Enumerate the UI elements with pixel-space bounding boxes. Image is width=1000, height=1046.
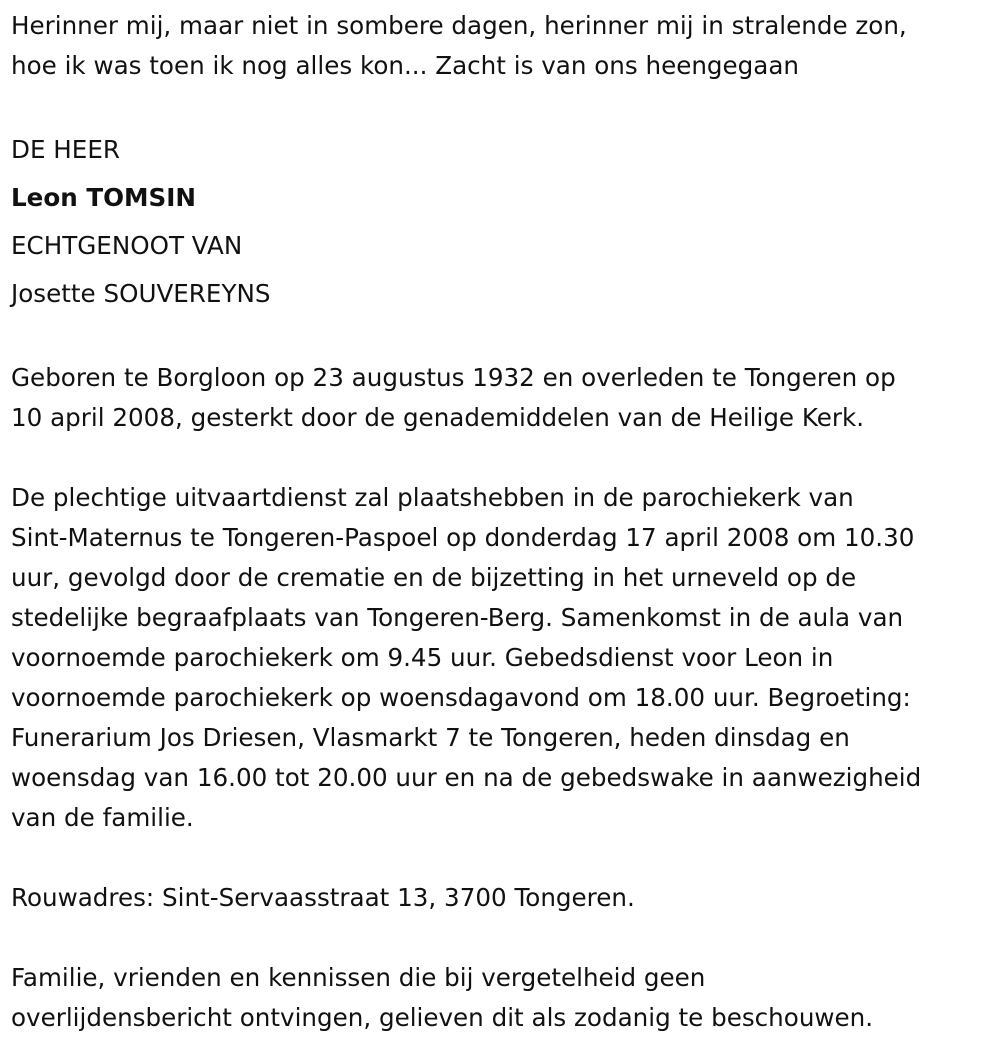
spouse-name: Josette SOUVEREYNS [11,279,271,308]
intro-line: Herinner mij, maar niet in sombere dagen, herinner mij in stralende zon, [11,11,907,40]
birth-death-paragraph [11,358,996,438]
service-line: voornoemde parochiekerk om 9.45 uur. Gebedsdienst voor Leon in [11,643,834,672]
obituary-notice [11,6,996,1038]
intro-line: hoe ik was toen ik nog alles kon... Zacht is van ons heengegaan [11,51,800,80]
mourning-address: Rouwadres: Sint-Servaasstraat 13, 3700 Tongeren. [11,883,635,912]
service-line: uur, gevolgd door de crematie en de bijzetting in het urneveld op de [11,563,857,592]
service-line: woensdag van 16.00 tot 20.00 uur en na de gebedswake in aanwezigheid [11,763,922,792]
closing-line: Familie, vrienden en kennissen die bij vergetelheid geen [11,963,706,992]
birth-death-line: 10 april 2008, gesterkt door de genademiddelen van de Heilige Kerk. [11,403,865,432]
spacer [11,918,996,958]
service-line: De plechtige uitvaartdienst zal plaatshebben in de parochiekerk van [11,483,854,512]
spacer [11,838,996,878]
service-line: van de familie. [11,803,194,832]
deceased-name: Leon TOMSIN [11,183,196,212]
closing-line: overlijdensbericht ontvingen, gelieven dit als zodanig te beschouwen. [11,1003,874,1032]
spouse-label: ECHTGENOOT VAN [11,231,243,260]
closing-paragraph [11,958,996,1038]
honorific-title: DE HEER [11,135,120,164]
spacer [11,86,996,126]
service-line: voornoemde parochiekerk op woensdagavond om 18.00 uur. Begroeting: [11,683,911,712]
spacer [11,438,996,478]
address-paragraph [11,878,996,918]
intro-paragraph [11,6,996,86]
birth-death-line: Geboren te Borgloon op 23 augustus 1932 en overleden te Tongeren op [11,363,896,392]
service-line: Funerarium Jos Driesen, Vlasmarkt 7 te Tongeren, heden dinsdag en [11,723,850,752]
spacer [11,318,996,358]
service-line: Sint-Maternus te Tongeren-Paspoel op donderdag 17 april 2008 om 10.30 [11,523,915,552]
service-line: stedelijke begraafplaats van Tongeren-Berg. Samenkomst in de aula van [11,603,904,632]
service-paragraph [11,478,996,838]
name-block [11,126,996,318]
